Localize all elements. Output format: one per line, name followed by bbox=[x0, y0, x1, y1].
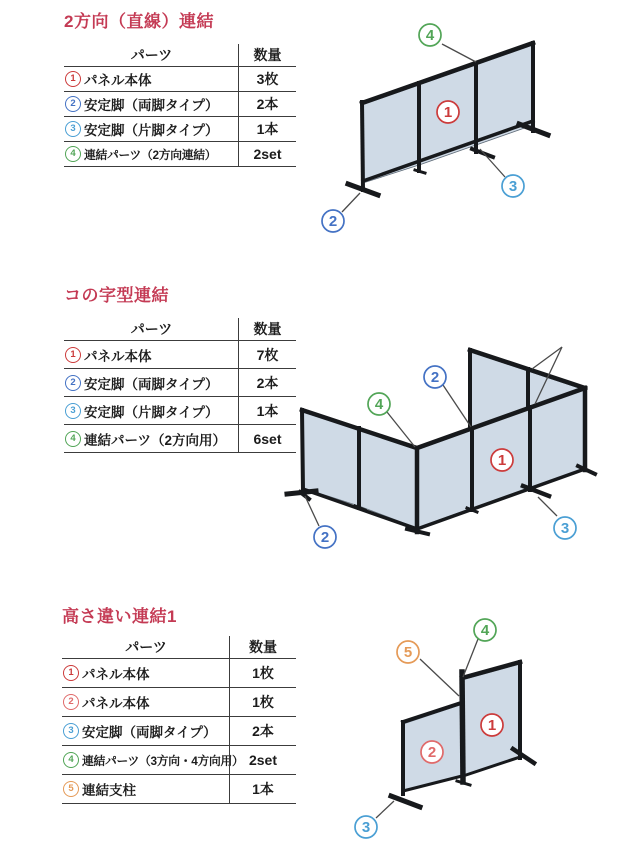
column-header-parts: パーツ bbox=[125, 639, 167, 655]
part-number-badge: 3 bbox=[65, 403, 81, 419]
part-number-badge: 2 bbox=[65, 96, 81, 112]
part-number-badge: 2 bbox=[65, 375, 81, 391]
part-label: 安定脚（両脚タイプ） bbox=[84, 98, 219, 113]
part-quantity: 1枚 bbox=[229, 688, 296, 716]
svg-text:2: 2 bbox=[320, 529, 330, 546]
connecting-pillar bbox=[462, 672, 463, 782]
part-cell bbox=[64, 92, 238, 116]
svg-text:4: 4 bbox=[425, 27, 435, 44]
svg-text:2: 2 bbox=[427, 744, 437, 761]
table-row bbox=[62, 688, 296, 717]
part-quantity: 7枚 bbox=[238, 341, 296, 368]
part-cell bbox=[62, 717, 229, 745]
part-cell bbox=[64, 341, 238, 368]
part-quantity: 1本 bbox=[238, 117, 296, 141]
leader-line bbox=[342, 193, 360, 212]
part-quantity: 3枚 bbox=[238, 67, 296, 91]
part-cell bbox=[64, 397, 238, 424]
part-number-badge: 1 bbox=[63, 665, 79, 681]
part-number-badge: 5 bbox=[63, 781, 79, 797]
table-row bbox=[64, 369, 296, 397]
leader-line bbox=[463, 639, 478, 677]
part-quantity: 1枚 bbox=[229, 659, 296, 687]
diagram-straight-connection bbox=[300, 10, 640, 240]
column-header-qty: 数量 bbox=[238, 318, 296, 340]
part-callout bbox=[502, 175, 524, 197]
part-quantity: 1本 bbox=[229, 775, 296, 803]
svg-text:1: 1 bbox=[487, 717, 497, 734]
part-label: 連結支柱 bbox=[82, 783, 136, 798]
leader-line bbox=[480, 149, 505, 177]
part-cell bbox=[64, 142, 238, 166]
svg-text:4: 4 bbox=[374, 396, 384, 413]
stabilizer-foot-icon bbox=[391, 796, 420, 807]
part-callout bbox=[554, 517, 576, 539]
part-callout bbox=[474, 619, 496, 641]
table-row bbox=[64, 92, 296, 117]
part-label: 連結パーツ（2方向連結） bbox=[84, 147, 217, 162]
table-row bbox=[64, 425, 296, 453]
svg-text:5: 5 bbox=[403, 644, 413, 661]
part-label: パネル本体 bbox=[82, 696, 150, 711]
table-row bbox=[64, 397, 296, 425]
section-title-ushape: コの字型連結 bbox=[64, 286, 169, 305]
leader-line bbox=[443, 385, 471, 427]
part-number-badge: 3 bbox=[65, 121, 81, 137]
parts-table-ushape bbox=[64, 318, 296, 453]
part-callout bbox=[421, 741, 443, 763]
table-header bbox=[62, 636, 296, 659]
part-quantity: 2本 bbox=[238, 92, 296, 116]
part-quantity: 6set bbox=[238, 425, 296, 452]
table-row bbox=[64, 142, 296, 167]
stabilizer-foot-icon bbox=[457, 781, 470, 785]
leader-line bbox=[305, 496, 319, 526]
part-cell bbox=[64, 369, 238, 396]
svg-text:3: 3 bbox=[508, 178, 518, 195]
leader-line bbox=[376, 801, 394, 818]
part-quantity: 2set bbox=[229, 746, 296, 774]
part-callout bbox=[491, 449, 513, 471]
part-quantity: 2本 bbox=[238, 369, 296, 396]
part-quantity: 1本 bbox=[238, 397, 296, 424]
svg-text:2: 2 bbox=[430, 369, 440, 386]
part-number-badge: 4 bbox=[65, 146, 81, 162]
part-label: 連結パーツ（3方向・4方向用） bbox=[82, 753, 244, 768]
leader-line bbox=[442, 44, 476, 62]
part-quantity: 2set bbox=[238, 142, 296, 166]
diagram-height-diff-connection bbox=[350, 615, 640, 853]
part-cell bbox=[62, 775, 229, 803]
column-header-qty: 数量 bbox=[229, 636, 296, 658]
part-callout bbox=[322, 210, 344, 232]
part-label: 安定脚（片脚タイプ） bbox=[84, 404, 219, 420]
table-header bbox=[64, 44, 296, 67]
leader-line bbox=[420, 659, 459, 696]
svg-text:1: 1 bbox=[497, 452, 507, 469]
parts-table-height-diff bbox=[62, 636, 296, 804]
table-row bbox=[64, 117, 296, 142]
part-number-badge: 1 bbox=[65, 347, 81, 363]
part-callout bbox=[368, 393, 390, 415]
stabilizer-foot-icon bbox=[415, 170, 425, 173]
svg-text:3: 3 bbox=[361, 819, 371, 836]
frame-post bbox=[302, 410, 303, 491]
leader-line bbox=[538, 497, 557, 516]
table-row bbox=[62, 717, 296, 746]
part-callout bbox=[481, 714, 503, 736]
part-number-badge: 4 bbox=[65, 431, 81, 447]
part-cell bbox=[62, 688, 229, 716]
stabilizer-foot-icon bbox=[407, 529, 428, 534]
part-callout bbox=[424, 366, 446, 388]
part-cell bbox=[64, 425, 238, 452]
column-header-parts: パーツ bbox=[130, 47, 173, 63]
table-row bbox=[62, 659, 296, 688]
table-row bbox=[62, 746, 296, 775]
part-cell bbox=[62, 659, 229, 687]
part-label: 安定脚（両脚タイプ） bbox=[82, 725, 217, 740]
part-label: パネル本体 bbox=[84, 73, 152, 88]
part-callout bbox=[397, 641, 419, 663]
svg-text:1: 1 bbox=[443, 104, 453, 121]
part-label: 安定脚（両脚タイプ） bbox=[84, 376, 219, 392]
part-cell bbox=[64, 117, 238, 141]
parts-table-straight bbox=[64, 44, 296, 167]
part-quantity: 2本 bbox=[229, 717, 296, 745]
svg-text:2: 2 bbox=[328, 213, 338, 230]
svg-text:4: 4 bbox=[480, 622, 490, 639]
part-number-badge: 4 bbox=[63, 752, 79, 768]
part-number-badge: 1 bbox=[65, 71, 81, 87]
part-number-badge: 2 bbox=[63, 694, 79, 710]
part-callout bbox=[314, 526, 336, 548]
svg-text:3: 3 bbox=[560, 520, 570, 537]
table-header bbox=[64, 318, 296, 341]
part-number-badge: 3 bbox=[63, 723, 79, 739]
part-label: パネル本体 bbox=[82, 667, 150, 682]
part-label: 安定脚（片脚タイプ） bbox=[84, 123, 219, 138]
section-title-height-diff: 高さ違い連結1 bbox=[62, 607, 177, 626]
table-row bbox=[64, 67, 296, 92]
part-cell bbox=[64, 67, 238, 91]
part-callout bbox=[355, 816, 377, 838]
table-row bbox=[64, 341, 296, 369]
part-label: 連結パーツ（2方向用） bbox=[84, 432, 226, 448]
frame-post bbox=[362, 102, 363, 190]
part-callout bbox=[419, 24, 441, 46]
column-header-qty: 数量 bbox=[238, 44, 296, 66]
diagram-ushape-connection bbox=[280, 300, 640, 570]
section-title-straight: 2方向（直線）連結 bbox=[64, 12, 214, 31]
part-label: パネル本体 bbox=[84, 348, 152, 364]
part-cell bbox=[62, 746, 244, 774]
table-row bbox=[62, 775, 296, 804]
part-callout bbox=[437, 101, 459, 123]
column-header-parts: パーツ bbox=[130, 321, 173, 337]
